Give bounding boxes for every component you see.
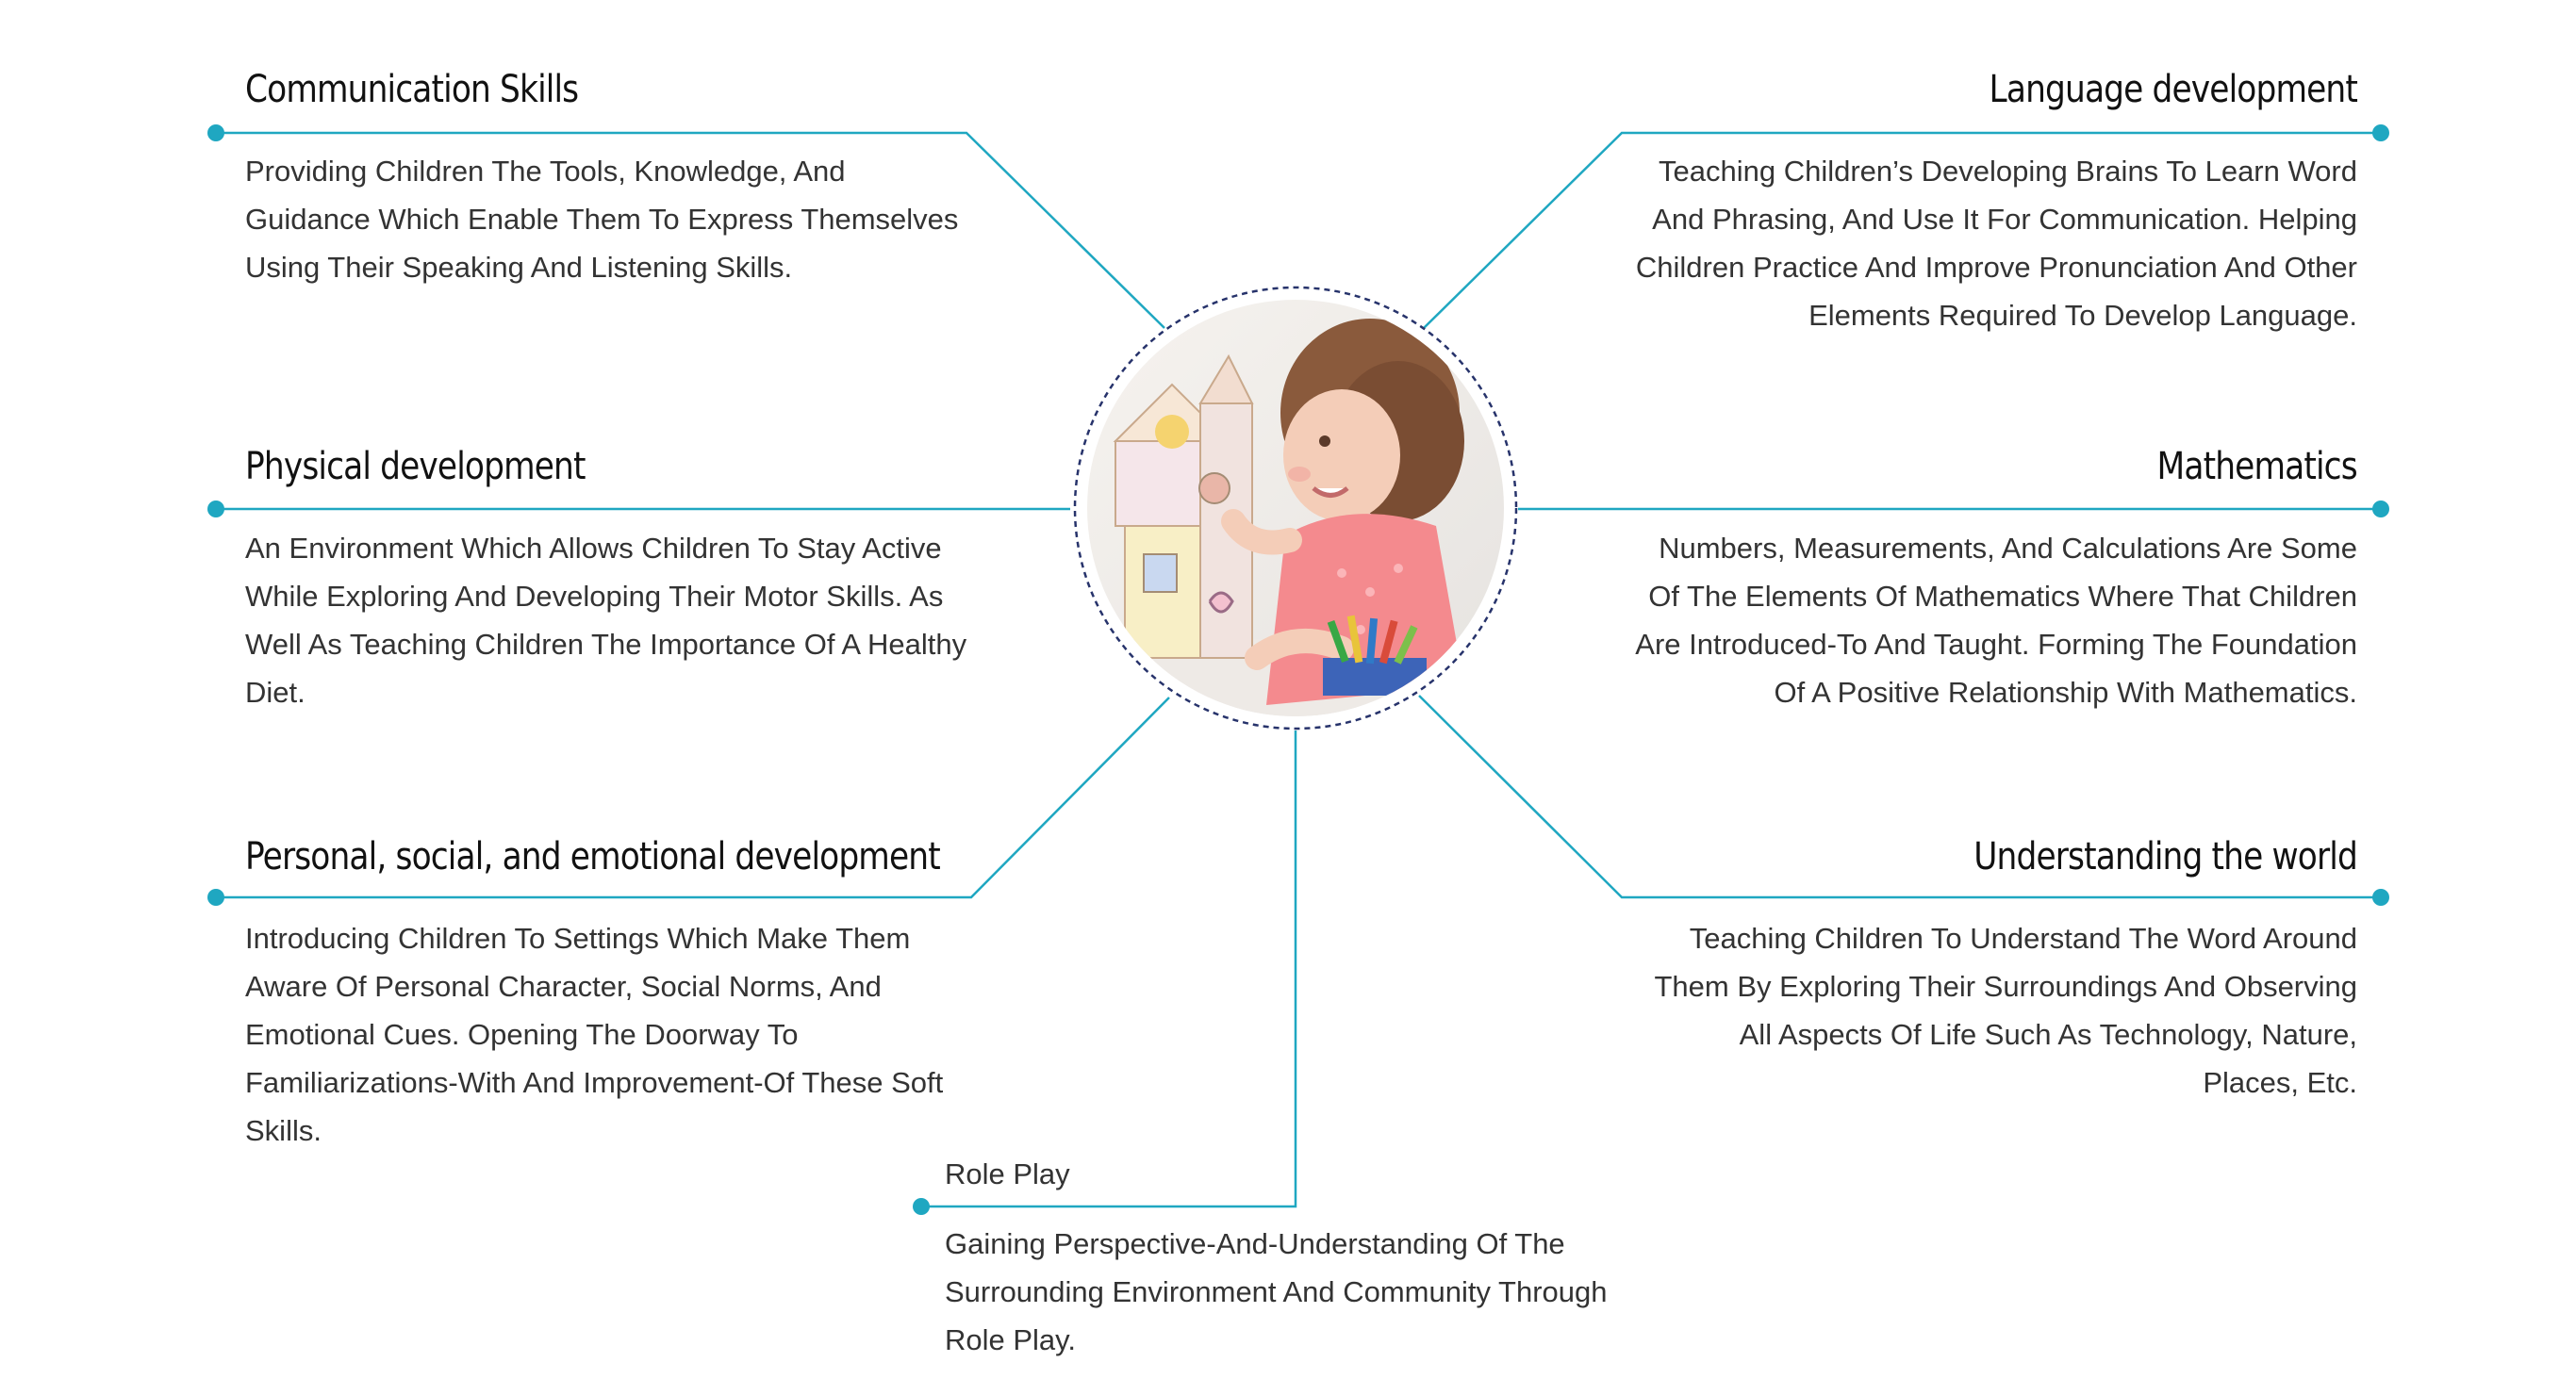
girl-coloring-illustration bbox=[1087, 300, 1504, 716]
desc-understanding-the-world: Teaching Children To Understand The Word Around Them By Exploring Their Surroundings And Observing All Aspects Of Life Such As Technology, Nature, Places, Etc. bbox=[1654, 922, 2357, 1099]
dot-mathematics bbox=[2372, 501, 2389, 517]
desc-mathematics: Numbers, Measurements, And Calculations Are Some Of The Elements Of Mathematics Where That Children Are Introduced-To And Taught. Forming The Foundation Of A Positive Relationship With Mathematics. bbox=[1635, 532, 2357, 709]
title-understanding-the-world: Understanding the world bbox=[1973, 835, 2357, 878]
desc-personal-social-emotional: Introducing Children To Settings Which Make Them Aware Of Personal Character, Social Norms, And Emotional Cues. Opening The Doorway To Familiarizations-With And Improvement-Of These Soft Skills. bbox=[245, 922, 944, 1147]
connector-role-play bbox=[921, 730, 1296, 1206]
desc-communication-skills: Providing Children The Tools, Knowledge, And Guidance Which Enable Them To Express Themselves Using Their Speaking And Listening Skills. bbox=[245, 155, 959, 284]
dot-personal-social bbox=[207, 889, 224, 906]
desc-role-play: Gaining Perspective-And-Understanding Of The Surrounding Environment And Community Through Role Play. bbox=[945, 1227, 1608, 1356]
title-mathematics: Mathematics bbox=[2156, 445, 2357, 488]
dot-physical bbox=[207, 501, 224, 517]
dot-world bbox=[2372, 889, 2389, 906]
dot-communication bbox=[207, 124, 224, 141]
desc-physical-development: An Environment Which Allows Children To Stay Active While Exploring And Developing Their Motor Skills. As Well As Teaching Children The Importance Of A Healthy Diet. bbox=[245, 532, 967, 709]
dot-language bbox=[2372, 124, 2389, 141]
center-photo bbox=[1087, 300, 1504, 716]
title-physical-development: Physical development bbox=[245, 445, 586, 488]
dot-role-play bbox=[913, 1198, 930, 1215]
title-personal-social-emotional: Personal, social, and emotional development bbox=[245, 835, 940, 878]
title-language-development: Language development bbox=[1989, 68, 2357, 111]
title-communication-skills: Communication Skills bbox=[245, 68, 579, 111]
title-role-play: Role Play bbox=[945, 1157, 1070, 1190]
desc-language-development: Teaching Children’s Developing Brains To Learn Word And Phrasing, And Use It For Communication. Helping Children Practice And Improve Pronunciation And Other Elements Required To Develop Language. bbox=[1635, 155, 2357, 332]
